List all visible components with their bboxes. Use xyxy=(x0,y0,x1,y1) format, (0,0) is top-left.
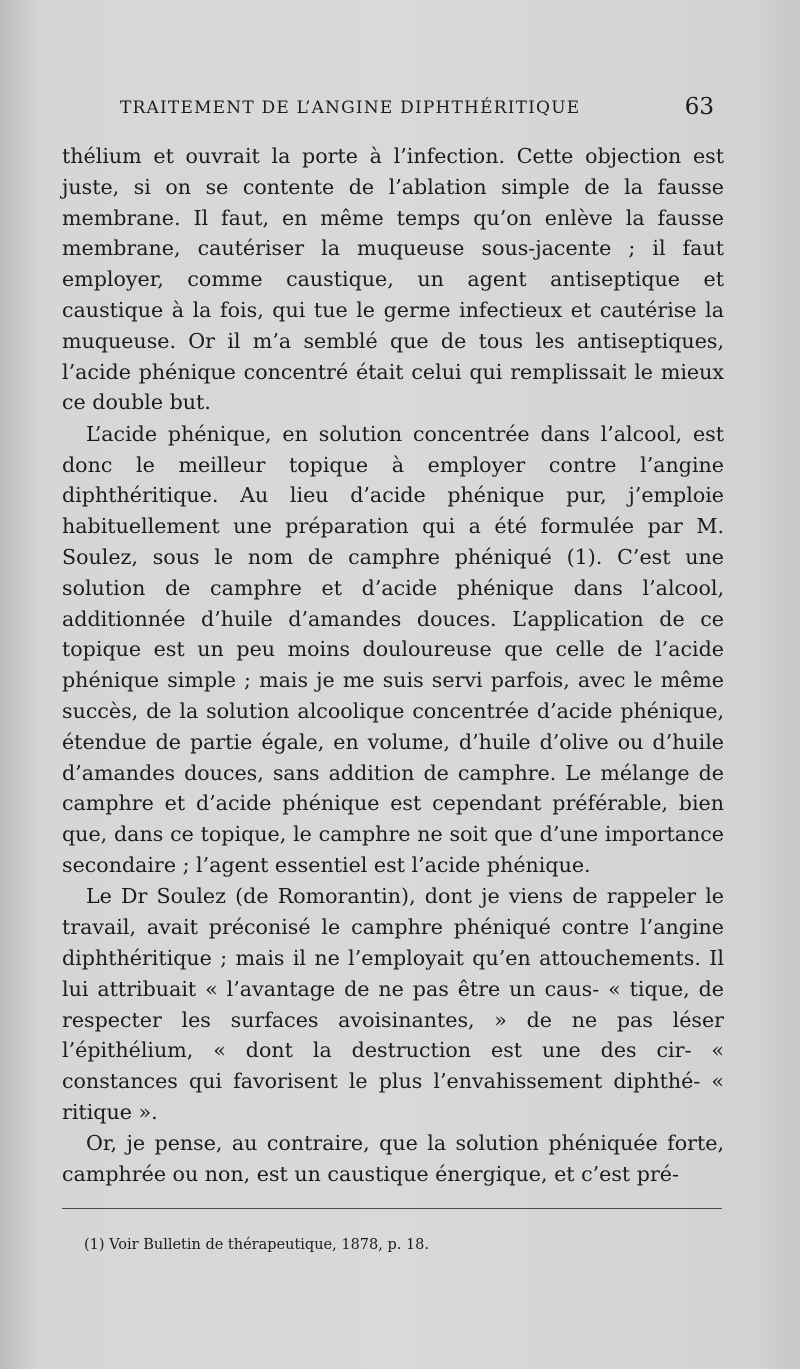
footnote: (1) Voir Bulletin de thérapeutique, 1878, p. 18. xyxy=(84,1237,430,1253)
paragraph-dr-soulez: Le Dr Soulez (de Romorantin), dont je viens de rappeler le travail, avait préconisé le camphre phéniqué contre l’angine diphthéritique ; mais il ne l’employait qu’en attouchements. Il lui attribuait « l’avantage de ne pas être un caus- « tique, de respecter les surfaces avoisinantes, » de ne pas léser l’épithélium, « dont la destruction est une des cir- « constances qui favorisent le plus l’envahissement diphthé- « ritique ». xyxy=(62,884,724,1124)
body-text xyxy=(62,141,724,1190)
page-number: 63 xyxy=(684,94,714,120)
running-title: TRAITEMENT DE L’ANGINE DIPHTHÉRITIQUE xyxy=(120,98,581,118)
paragraph-continuation: thélium et ouvrait la porte à l’infection. Cette objection est juste, si on se contente de l’ablation simple de la fausse membrane. Il faut, en même temps qu’on enlève la fausse membrane, cautériser la muqueuse sous-jacente ; il faut employer, comme caustique, un agent antiseptique et caustique à la fois, qui tue le germe infectieux et cautérise la muqueuse. Or il m’a semblé que de tous les antiseptiques, l’acide phénique concentré était celui qui remplissait le mieux ce double but. xyxy=(62,144,724,415)
running-head xyxy=(60,96,720,126)
paragraph-caustique: Or, je pense, au contraire, que la solution phéniquée forte, camphrée ou non, est un caustique énergique, et c’est pré- xyxy=(62,1131,724,1187)
footnote-divider xyxy=(62,1208,722,1209)
paragraph-acide-phenique: L’acide phénique, en solution concentrée dans l’alcool, est donc le meilleur topique à employer contre l’angine diphthéritique. Au lieu d’acide phénique pur, j’emploie habituellement une préparation qui a été formulée par M. Soulez, sous le nom de camphre phéniqué (1). C’est une solution de camphre et d’acide phénique dans l’alcool, additionnée d’huile d’amandes douces. L’application de ce topique est un peu moins douloureuse que celle de l’acide phénique simple ; mais je me suis servi parfois, avec le même succès, de la solution alcoolique concentrée d’acide phénique, étendue de partie égale, en volume, d’huile d’olive ou d’huile d’amandes douces, sans addition de camphre. Le mélange de camphre et d’acide phénique est cependant préférable, bien que, dans ce topique, le camphre ne soit que d’une importance secondaire ; l’agent essentiel est l’acide phénique. xyxy=(62,421,724,877)
